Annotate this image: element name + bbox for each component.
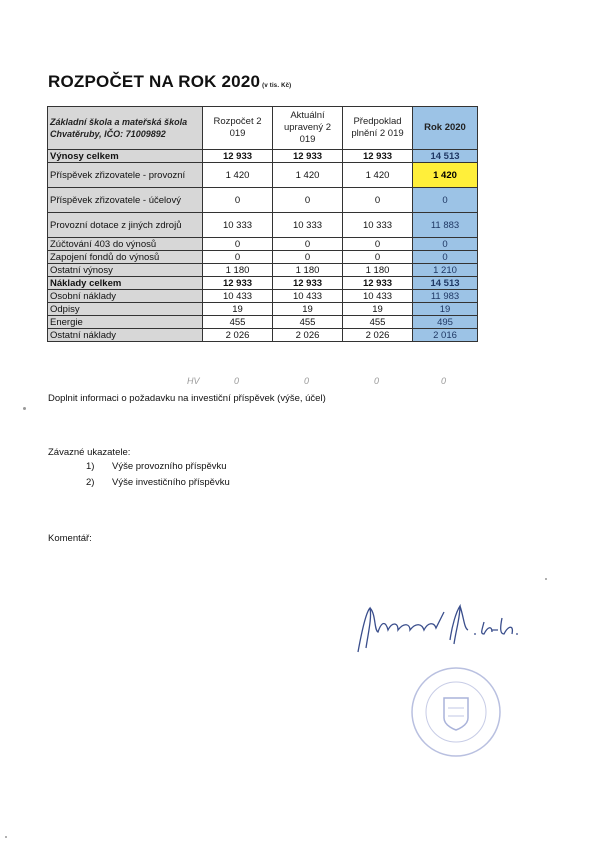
cell-value: 12 933 [343,150,413,163]
col-header-budget-2019: Rozpočet 2 019 [203,107,273,150]
cell-value-2020: 14 513 [413,150,478,163]
table-row [48,150,478,163]
title-text: ROZPOČET NA ROK 2020 [48,72,261,91]
cell-value: 0 [273,238,343,251]
cell-value-2020: 2 016 [413,329,478,342]
cell-value-2020: 11 883 [413,213,478,238]
table-row [48,277,478,290]
table-row [48,163,478,188]
school-stamp [408,664,504,765]
cell-value: 0 [343,251,413,264]
table-row [48,264,478,277]
cell-value-2020: 0 [413,238,478,251]
cell-value: 0 [203,238,273,251]
cell-value: 12 933 [203,277,273,290]
indicator-text: Výše provozního příspěvku [112,461,227,472]
scan-speck [5,836,7,838]
cell-value-2020: 11 983 [413,290,478,303]
cell-value: 10 433 [203,290,273,303]
table-row [48,251,478,264]
cell-value: 12 933 [203,150,273,163]
cell-value: 1 420 [343,163,413,188]
row-label: Výnosy celkem [48,150,203,163]
cell-value: 19 [203,303,273,316]
table-row [48,303,478,316]
cell-value-2020: 14 513 [413,277,478,290]
cell-value: 1 420 [203,163,273,188]
hv-label: HV [187,376,200,386]
col-header-adjusted-2019: Aktuální upravený 2 019 [273,107,343,150]
cell-value: 10 433 [273,290,343,303]
table-row [48,213,478,238]
row-label: Příspěvek zřizovatele - účelový [48,188,203,213]
cell-value-2020: 0 [413,251,478,264]
cell-value: 1 180 [343,264,413,277]
row-label: Ostatní výnosy [48,264,203,277]
cell-value: 0 [273,251,343,264]
indicator-text: Výše investičního příspěvku [112,477,230,488]
cell-value-2020: 495 [413,316,478,329]
row-label: Ostatní náklady [48,329,203,342]
table-row [48,188,478,213]
row-label: Provozní dotace z jiných zdrojů [48,213,203,238]
cell-value: 0 [203,251,273,264]
table-row [48,290,478,303]
cell-value: 10 333 [273,213,343,238]
cell-value: 12 933 [273,150,343,163]
cell-value-2020: 19 [413,303,478,316]
cell-value: 10 433 [343,290,413,303]
cell-value: 1 180 [203,264,273,277]
table-row [48,329,478,342]
handwritten-signature [352,600,532,665]
table-row [48,238,478,251]
cell-value: 2 026 [343,329,413,342]
cell-value: 0 [273,188,343,213]
hv-row [47,376,477,388]
indicators-heading: Závazné ukazatele: [48,447,131,458]
row-label: Náklady celkem [48,277,203,290]
cell-value: 1 420 [273,163,343,188]
cell-value: 2 026 [273,329,343,342]
row-label: Příspěvek zřizovatele - provozní [48,163,203,188]
budget-table [47,106,478,342]
cell-value: 1 180 [273,264,343,277]
cell-value: 0 [343,188,413,213]
row-label: Zúčtování 403 do výnosů [48,238,203,251]
row-label: Osobní náklady [48,290,203,303]
cell-value: 2 026 [203,329,273,342]
cell-value: 455 [343,316,413,329]
cell-value-2020: 0 [413,188,478,213]
hv-value: 0 [374,376,380,386]
invest-note: Doplnit informaci o požadavku na investiční příspěvek (výše, účel) [48,393,326,404]
org-name-cell: Základní škola a mateřská škola Chvatěruby, IČO: 71009892 [48,107,203,150]
comment-label: Komentář: [48,533,92,544]
hv-value: 0 [234,376,240,386]
row-label: Odpisy [48,303,203,316]
cell-value: 10 333 [203,213,273,238]
hv-value: 0 [441,376,447,386]
scan-speck [23,407,26,410]
cell-value: 12 933 [343,277,413,290]
cell-value-2020: 1 210 [413,264,478,277]
cell-value: 12 933 [273,277,343,290]
row-label: Energie [48,316,203,329]
page-title [48,72,291,92]
col-header-2020: Rok 2020 [413,107,478,150]
scan-speck [545,578,547,580]
title-unit: (v tis. Kč) [262,83,292,89]
indicator-number: 2) [86,477,95,488]
table-header-row [48,107,478,150]
indicator-number: 1) [86,461,95,472]
hv-value: 0 [304,376,310,386]
table-row [48,316,478,329]
cell-value: 0 [343,238,413,251]
cell-value: 455 [203,316,273,329]
cell-value-2020-highlighted: 1 420 [413,163,478,188]
col-header-expected-2019: Předpoklad plnění 2 019 [343,107,413,150]
cell-value: 19 [343,303,413,316]
row-label: Zapojení fondů do výnosů [48,251,203,264]
cell-value: 19 [273,303,343,316]
cell-value: 0 [203,188,273,213]
cell-value: 455 [273,316,343,329]
cell-value: 10 333 [343,213,413,238]
